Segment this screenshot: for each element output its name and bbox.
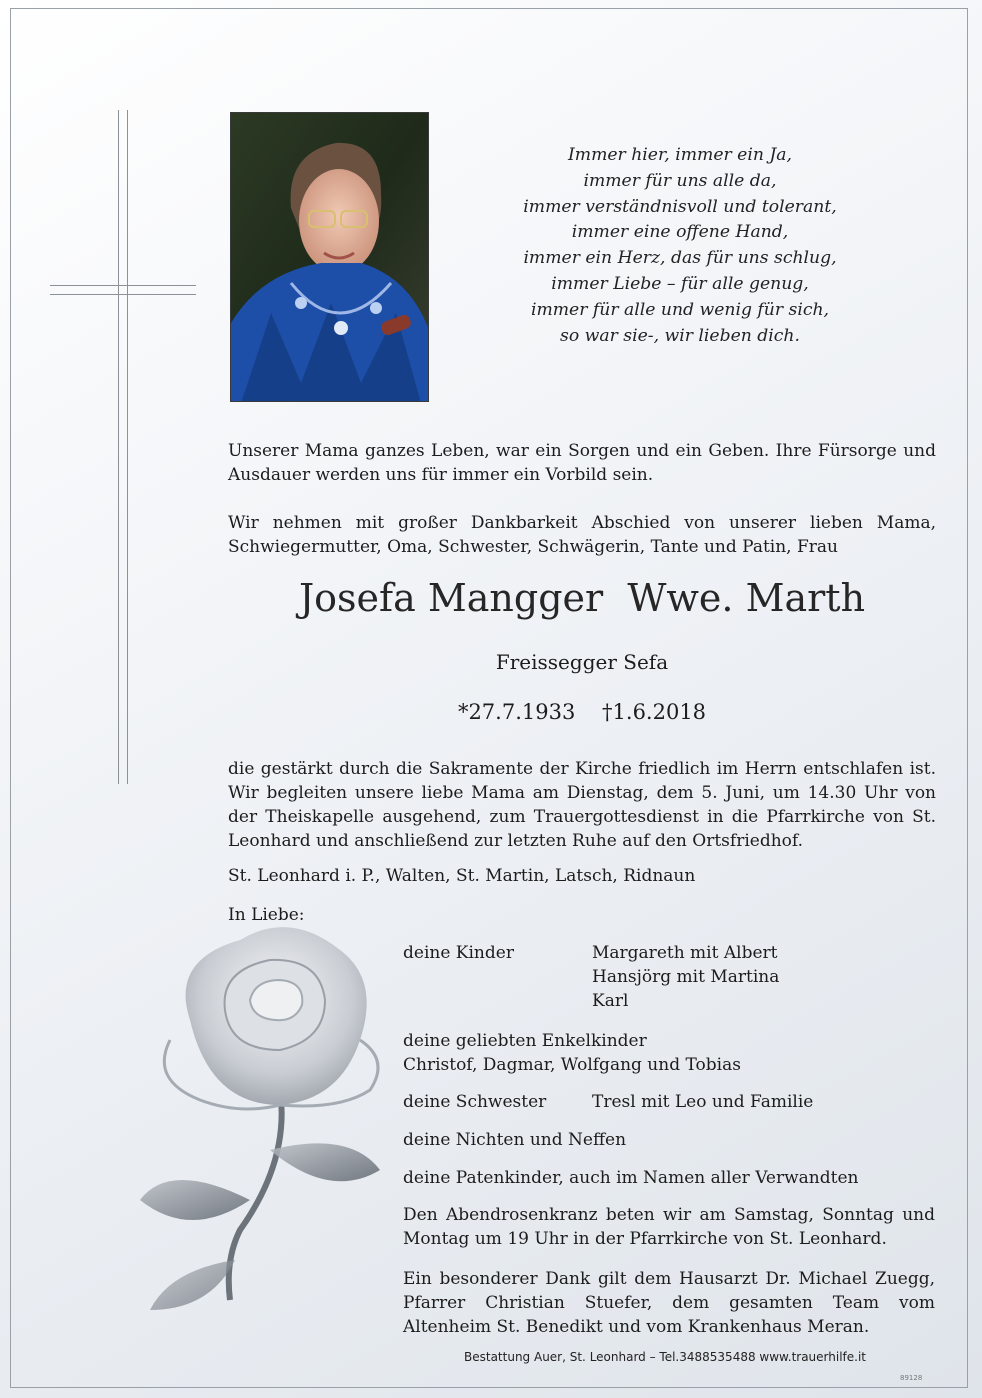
- nieces-line: deine Nichten und Neffen: [403, 1130, 627, 1150]
- places-line: St. Leonhard i. P., Walten, St. Martin, Latsch, Ridnaun: [228, 866, 696, 886]
- farewell-paragraph: Wir nehmen mit großer Dankbarkeit Abschied von unserer lieben Mama, Schwiegermutter, Oma, Schwester, Schwägerin, Tante und Patin, Frau: [228, 513, 936, 557]
- poem-line: immer für alle und wenig für sich,: [530, 299, 830, 320]
- deceased-name: Josefa Mangger Wwe. Marth: [298, 576, 866, 620]
- poem-line: Immer hier, immer ein Ja,: [568, 145, 792, 165]
- portrait-photo: [230, 112, 429, 402]
- child-entry: Hansjörg mit Martina: [592, 967, 780, 987]
- child-entry: Margareth mit Albert: [592, 943, 778, 963]
- intro-paragraph: Unserer Mama ganzes Leben, war ein Sorgen und ein Geben. Ihre Fürsorge und Ausdauer werden uns für immer ein Vorbild sein.: [228, 441, 936, 485]
- poem-line: immer verständnisvoll und tolerant,: [523, 196, 837, 217]
- rose-illustration: [130, 900, 430, 1330]
- document-code: 89128: [900, 1374, 923, 1382]
- grandchildren-names: Christof, Dagmar, Wolfgang und Tobias: [403, 1055, 741, 1075]
- poem-line: so war sie-, wir lieben dich.: [560, 325, 800, 346]
- poem-line: immer für uns alle da,: [583, 170, 777, 191]
- in-love-label: In Liebe:: [228, 905, 305, 925]
- poem-line: immer eine offene Hand,: [571, 222, 789, 243]
- deceased-nickname: Freissegger Sefa: [495, 650, 669, 674]
- funeral-paragraph: die gestärkt durch die Sakramente der Kirche friedlich im Herrn entschlafen ist. Wir begleiten unsere liebe Mama am Dienstag, dem 5. Juni, um 14.30 Uhr von der Theiskapelle ausgehend, zum Trauergottesdienst in die Pfarrkirche von St. Leonhard und anschließend zur letzten Ruhe auf den Ortsfriedhof.: [228, 759, 936, 851]
- children-label: deine Kinder: [403, 943, 514, 963]
- sister-label: deine Schwester: [403, 1092, 547, 1112]
- poem-line: immer ein Herz, das für uns schlug,: [523, 248, 837, 269]
- godchildren-line: deine Patenkinder, auch im Namen aller Verwandten: [403, 1168, 859, 1188]
- rosary-paragraph: Den Abendrosenkranz beten wir am Samstag, Sonntag und Montag um 19 Uhr in der Pfarrkirche von St. Leonhard.: [403, 1205, 935, 1249]
- thanks-paragraph: Ein besonderer Dank gilt dem Hausarzt Dr. Michael Zuegg, Pfarrer Christian Stuefer, dem gesamten Team vom Altenheim St. Benedikt und vom Krankenhaus Meran.: [403, 1269, 935, 1337]
- death-date: †1.6.2018: [602, 700, 707, 724]
- funeral-home-footer: Bestattung Auer, St. Leonhard – Tel.3488535488 www.trauerhilfe.it: [464, 1350, 866, 1364]
- poem-line: immer Liebe – für alle genug,: [551, 273, 809, 294]
- birth-date: *27.7.1933: [457, 700, 576, 724]
- poem: [470, 143, 890, 349]
- sister-name: Tresl mit Leo und Familie: [592, 1092, 814, 1112]
- grandchildren-label: deine geliebten Enkelkinder: [403, 1031, 647, 1051]
- child-entry: Karl: [592, 991, 629, 1011]
- life-dates: [228, 697, 936, 727]
